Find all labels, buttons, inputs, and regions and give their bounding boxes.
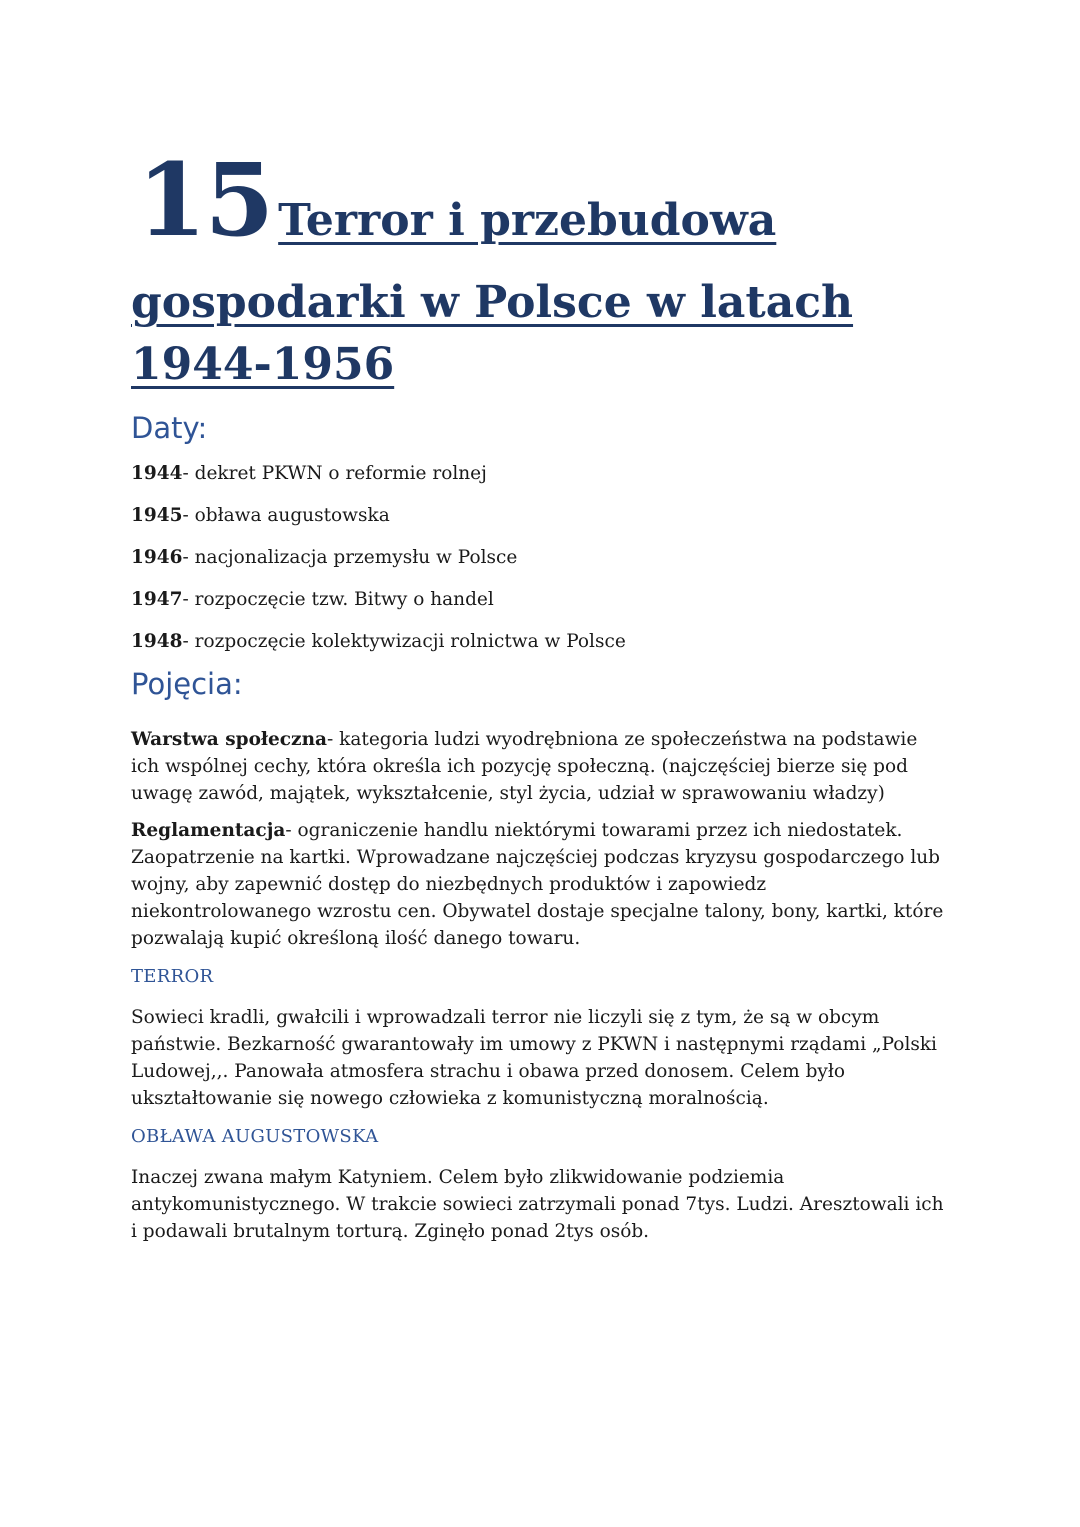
dates-heading: Daty: bbox=[131, 411, 208, 445]
document-page bbox=[131, 141, 951, 1245]
oblawa-paragraph: Inaczej zwana małym Katyniem. Celem było zlikwidowanie podziemia antykomunistycznego. W trakcie sowieci zatrzymali ponad 7tys. Ludzi. Aresztowali ich i podawali brutalnym torturą. Zginęło ponad 2tys osób. bbox=[131, 1167, 944, 1242]
terror-heading: TERROR bbox=[131, 966, 214, 987]
date-year: 1948 bbox=[131, 631, 183, 652]
date-text: - dekret PKWN o reformie rolnej bbox=[182, 463, 487, 484]
date-year: 1944 bbox=[131, 463, 183, 484]
title-line-2: gospodarki w Polsce w latach bbox=[131, 277, 854, 328]
concept-definition: - kategoria ludzi wyodrębniona ze społeczeństwa na podstawie ich wspólnej cechy, która określa ich pozycję społeczną. (najczęściej bierze się pod uwagę zawód, majątek, wykształcenie, styl życia, udział w sprawowaniu władzy) bbox=[131, 729, 918, 804]
date-item bbox=[131, 630, 951, 654]
title-row bbox=[137, 141, 951, 262]
concept-paragraph bbox=[131, 726, 951, 807]
date-year: 1946 bbox=[131, 547, 183, 568]
title-rest bbox=[131, 272, 951, 396]
oblawa-heading: OBŁAWA AUGUSTOWSKA bbox=[131, 1126, 379, 1147]
date-text: - obława augustowska bbox=[182, 505, 390, 526]
concept-term: Warstwa społeczna bbox=[131, 729, 328, 750]
date-text: - rozpoczęcie kolektywizacji rolnictwa w Polsce bbox=[182, 631, 626, 652]
date-item bbox=[131, 504, 951, 528]
page-title bbox=[131, 141, 951, 396]
concept-term: Reglamentacja bbox=[131, 820, 286, 841]
date-text: - nacjonalizacja przemysłu w Polsce bbox=[182, 547, 518, 568]
date-item bbox=[131, 462, 951, 486]
date-year: 1945 bbox=[131, 505, 183, 526]
terror-paragraph: Sowieci kradli, gwałcili i wprowadzali terror nie liczyli się z tym, że są w obcym państwie. Bezkarność gwarantowały im umowy z PKWN i następnymi rządami „Polski Ludowej,,. Panowała atmosfera strachu i obawa przed donosem. Celem było ukształtowanie się nowego człowieka z komunistyczną moralnością. bbox=[131, 1007, 937, 1109]
date-text: - rozpoczęcie tzw. Bitwy o handel bbox=[182, 589, 494, 610]
title-line-3: 1944-1956 bbox=[131, 339, 395, 390]
concepts-heading: Pojęcia: bbox=[131, 667, 243, 701]
date-year: 1947 bbox=[131, 589, 183, 610]
concept-definition: - ograniczenie handlu niektórymi towarami przez ich niedostatek. Zaopatrzenie na kartki. Wprowadzane najczęściej podczas kryzysu gospodarczego lub wojny, aby zapewnić dostęp do niezbędnych produktów i zapowiedz niekontrolowanego wzrostu cen. Obywatel dostaje specjalne talony, bony, kartki, które pozwalają kupić określoną ilość danego towaru. bbox=[131, 820, 944, 949]
date-list bbox=[131, 462, 951, 654]
date-item bbox=[131, 588, 951, 612]
title-line-1: Terror i przebudowa bbox=[278, 195, 777, 246]
chapter-number: 15 bbox=[137, 141, 273, 259]
date-item bbox=[131, 546, 951, 570]
concept-paragraph bbox=[131, 817, 951, 952]
